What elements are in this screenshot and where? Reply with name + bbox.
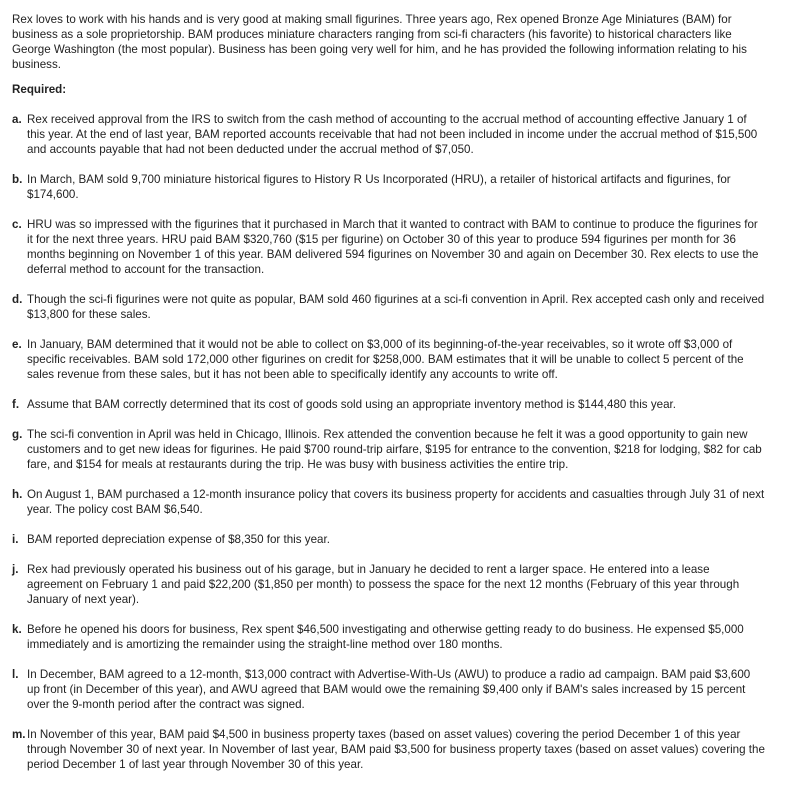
intro-paragraph: Rex loves to work with his hands and is very good at making small figurines. Three years ago, Rex opened Bronze Age Miniatures (BAM) for business as a sole proprietorship. BAM produces miniature characters ranging from sci-fi characters (his favorite) to historical characters like George Washington (the most popular). Business has been going very well for him, and he has provided the following information relating to his business. xyxy=(12,13,747,71)
item-letter: m. xyxy=(12,728,26,741)
item-h xyxy=(12,487,766,517)
item-text: Though the sci-fi figurines were not quite as popular, BAM sold 460 figurines at a sci-fi convention in April. Rex accepted cash only and received $13,800 for these sales. xyxy=(27,293,765,321)
item-text: HRU was so impressed with the figurines that it purchased in March that it wanted to contract with BAM to continue to produce the figurines for it for the next three years. HRU paid BAM $320,760 ($15 per figurine) on October 30 of this year to produce 594 figurines per month for 36 months beginning on November 1 of this year. BAM delivered 594 figurines on November 30 and again on December 30. Rex elects to use the deferral method to account for the transaction. xyxy=(27,218,759,276)
item-text: In December, BAM agreed to a 12-month, $13,000 contract with Advertise-With-Us (AWU) to produce a radio ad campaign. BAM paid $3,600 up front (in December of this year), and AWU agreed that BAM would owe the remaining $9,400 only if BAM's sales increased by 15 percent over the 9-month period after the contract was signed. xyxy=(27,668,751,711)
item-letter: k. xyxy=(12,623,22,636)
item-letter: a. xyxy=(12,113,22,126)
item-text: In January, BAM determined that it would not be able to collect on $3,000 of its beginning-of-the-year receivables, so it wrote off $3,000 of specific receivables. BAM sold 172,000 other figurines on credit for $258,000. BAM estimates that it will be unable to collect 5 percent of the sales revenue from these sales, but it has not been able to specifically identify any accounts to write off. xyxy=(27,338,744,381)
item-letter: h. xyxy=(12,488,23,501)
item-letter: j. xyxy=(12,563,19,576)
item-letter: i. xyxy=(12,533,19,546)
item-text: In March, BAM sold 9,700 miniature historical figures to History R Us Incorporated (HRU), a retailer of historical artifacts and figurines, for $174,600. xyxy=(27,173,731,201)
item-text: On August 1, BAM purchased a 12-month insurance policy that covers its business property for accidents and casualties through July 31 of next year. The policy cost BAM $6,540. xyxy=(27,488,765,516)
item-text: Rex received approval from the IRS to switch from the cash method of accounting to the accrual method of accounting effective January 1 of this year. At the end of last year, BAM reported accounts receivable that had not been included in income under the accrual method of $15,500 and accounts payable that had not been deducted under the accrual method of $7,050. xyxy=(27,113,758,156)
item-letter: g. xyxy=(12,428,23,441)
item-text: BAM reported depreciation expense of $8,350 for this year. xyxy=(27,533,330,546)
item-j xyxy=(12,562,766,607)
item-letter: b. xyxy=(12,173,23,186)
item-c xyxy=(12,217,766,277)
item-text: The sci-fi convention in April was held in Chicago, Illinois. Rex attended the convention because he felt it was a good opportunity to gain new customers and to get new ideas for figurines. He paid $700 round-trip airfare, $195 for entrance to the convention, $218 for lodging, $82 for cab fare, and $154 for meals at restaurants during the trip. He was busy with business activities the entire trip. xyxy=(27,428,762,471)
item-b xyxy=(12,172,766,202)
item-text: Rex had previously operated his business out of his garage, but in January he decided to rent a larger space. He entered into a lease agreement on February 1 and paid $22,200 ($1,850 per month) to possess the space for the next 12 months (February of this year through January of next year). xyxy=(27,563,740,606)
item-m xyxy=(12,727,766,772)
item-letter: e. xyxy=(12,338,22,351)
item-text: Assume that BAM correctly determined that its cost of goods sold using an appropriate inventory method is $144,480 this year. xyxy=(27,398,676,411)
item-e xyxy=(12,337,766,382)
item-letter: f. xyxy=(12,398,20,411)
item-l xyxy=(12,667,766,712)
item-letter: d. xyxy=(12,293,23,306)
item-i xyxy=(12,532,766,547)
item-text: In November of this year, BAM paid $4,500 in business property taxes (based on asset values) covering the period December 1 of this year through November 30 of next year. In November of last year, BAM paid $3,500 for business property taxes (based on asset values) covering the period December 1 of last year through November 30 of this year. xyxy=(27,728,765,771)
item-d xyxy=(12,292,766,322)
item-g xyxy=(12,427,766,472)
item-letter: c. xyxy=(12,218,22,231)
item-a xyxy=(12,112,766,157)
item-letter: l. xyxy=(12,668,19,681)
item-f xyxy=(12,397,766,412)
required-heading: Required: xyxy=(12,83,67,96)
item-text: Before he opened his doors for business, Rex spent $46,500 investigating and otherwise getting ready to do business. He expensed $5,000 immediately and is amortizing the remainder using the straight-line method over 180 months. xyxy=(27,623,744,651)
item-k xyxy=(12,622,766,652)
